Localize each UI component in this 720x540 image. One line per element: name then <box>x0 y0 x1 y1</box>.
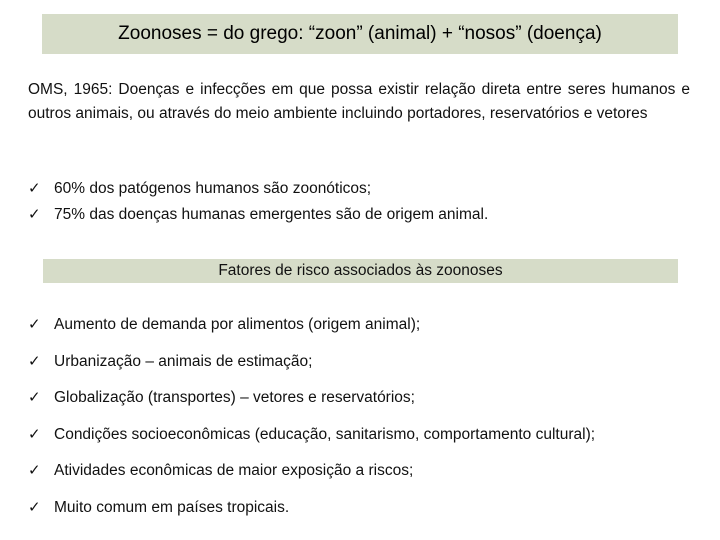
risk-factor-text: Condições socioeconômicas (educação, sanitarismo, comportamento cultural); <box>54 425 596 443</box>
stats-list <box>28 176 488 228</box>
risk-factor-text: Globalização (transportes) – vetores e reservatórios; <box>54 389 415 406</box>
checkmark-icon: ✓ <box>28 425 41 443</box>
stat-text: 75% das doenças humanas emergentes são de origem animal. <box>54 206 489 223</box>
list-item <box>28 348 595 385</box>
list-item <box>28 202 488 228</box>
stat-text: 60% dos patógenos humanos são zoonóticos; <box>54 180 372 197</box>
list-item <box>28 384 595 421</box>
risk-factor-text: Urbanização – animais de estimação; <box>54 352 313 370</box>
list-item <box>28 311 595 348</box>
list-item <box>28 457 595 494</box>
section-title: Fatores de risco associados às zoonoses <box>218 262 503 279</box>
list-item <box>28 421 595 458</box>
definition-paragraph: OMS, 1965: Doenças e infecções em que possa existir relação direta entre seres humanos e outros animais, ou através do meio ambiente incluindo portadores, reservatórios e vetores <box>28 81 690 122</box>
risk-factor-text: Aumento de demanda por alimentos (origem animal); <box>54 316 421 333</box>
list-item <box>28 494 595 531</box>
checkmark-icon: ✓ <box>28 389 41 406</box>
checkmark-icon: ✓ <box>28 316 41 333</box>
risk-factors-list <box>28 311 595 530</box>
page-title: Zoonoses = do grego: “zoon” (animal) + “nosos” (doença) <box>118 23 602 44</box>
risk-factor-text: Muito comum em países tropicais. <box>54 498 290 516</box>
checkmark-icon: ✓ <box>28 462 41 479</box>
list-item <box>28 176 488 202</box>
checkmark-icon: ✓ <box>28 498 41 516</box>
section-banner <box>43 259 678 283</box>
checkmark-icon: ✓ <box>28 180 41 197</box>
title-banner <box>42 14 678 54</box>
risk-factor-text: Atividades econômicas de maior exposição a riscos; <box>54 462 414 479</box>
checkmark-icon: ✓ <box>28 352 41 370</box>
checkmark-icon: ✓ <box>28 206 41 223</box>
